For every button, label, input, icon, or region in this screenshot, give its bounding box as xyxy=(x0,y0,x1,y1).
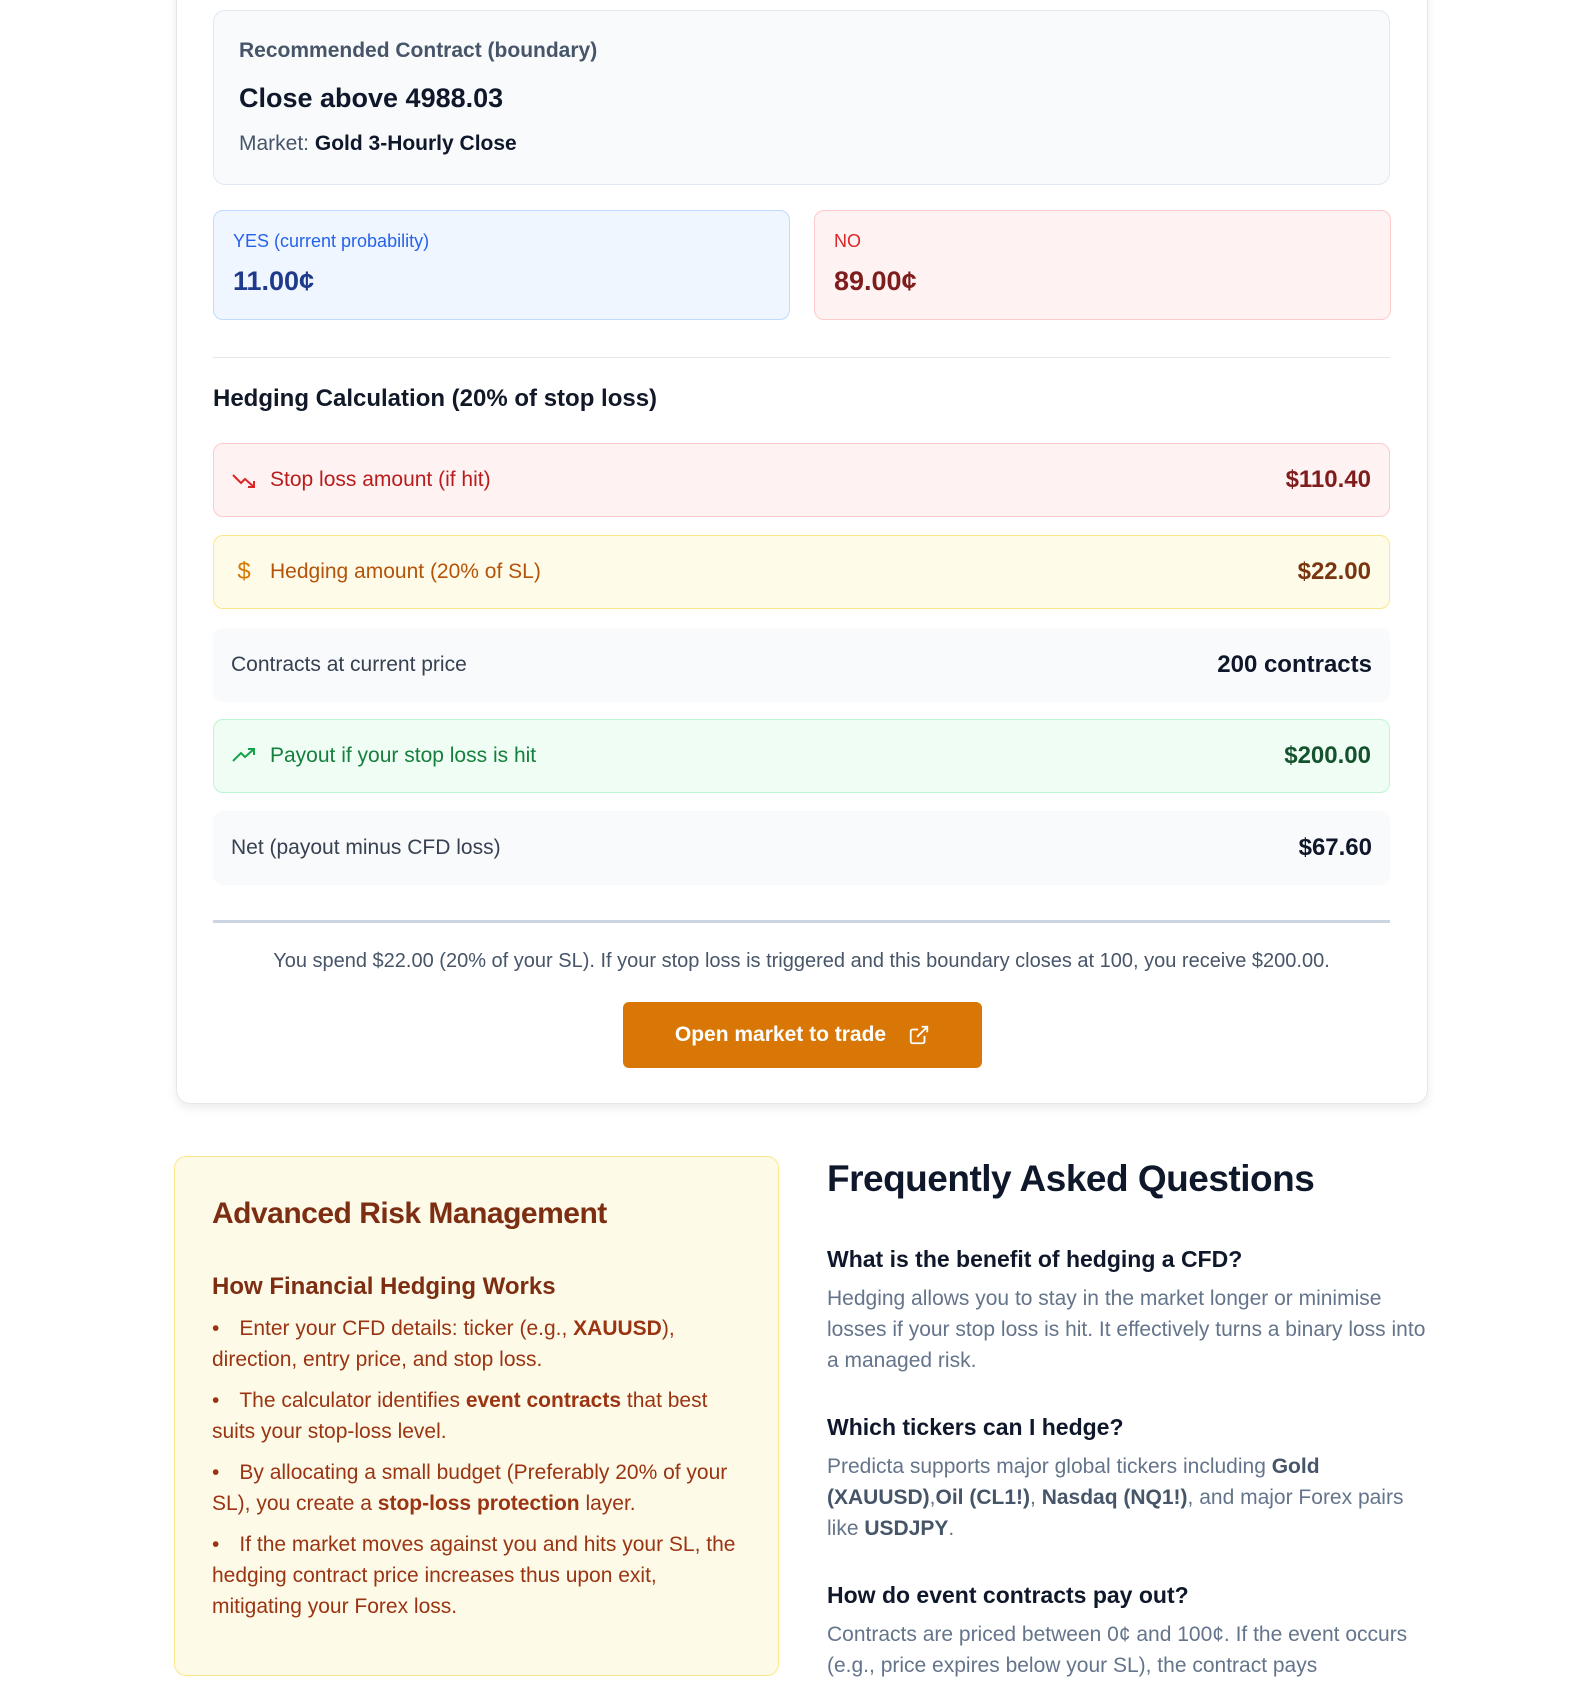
recommended-label: Recommended Contract (boundary) xyxy=(239,39,598,62)
faq-question: How do event contracts pay out? xyxy=(827,1582,1189,1608)
yes-label: YES (current probability) xyxy=(233,231,430,251)
yes-value: 11.00¢ xyxy=(233,266,315,296)
recommended-contract xyxy=(213,10,1390,185)
row-label: Contracts at current price xyxy=(231,653,467,676)
dollar-icon: $ xyxy=(237,558,251,585)
market-name: Gold 3-Hourly Close xyxy=(314,132,517,155)
faq-question: What is the benefit of hedging a CFD? xyxy=(827,1246,1243,1272)
yes-price-box xyxy=(213,210,790,320)
row-value: 200 contracts xyxy=(1217,651,1372,678)
row-value: $200.00 xyxy=(1284,742,1371,769)
faq-answer: Predicta supports major global tickers including Gold (XAUUSD),Oil (CL1!), Nasdaq (NQ1!), and major Forex pairs like USDJPY. xyxy=(827,1455,1404,1540)
list-item: • If the market moves against you and hits your SL, the hedging contract price increases thus upon exit, mitigating your Forex loss. xyxy=(212,1529,741,1622)
net-row xyxy=(213,811,1390,885)
faq-section xyxy=(827,1158,1427,1681)
payout-row xyxy=(213,719,1390,793)
faq-question: Which tickers can I hedge? xyxy=(827,1414,1124,1440)
faq-title: Frequently Asked Questions xyxy=(827,1158,1315,1199)
no-value: 89.00¢ xyxy=(834,266,917,296)
trending-down-icon xyxy=(232,470,256,490)
row-label: Payout if your stop loss is hit xyxy=(270,744,537,767)
external-link-icon xyxy=(908,1024,930,1046)
risk-management-panel xyxy=(174,1156,779,1676)
risk-list xyxy=(212,1313,741,1622)
divider xyxy=(213,920,1390,923)
divider xyxy=(213,357,1390,358)
contract-name: Close above 4988.03 xyxy=(239,83,504,113)
no-label: NO xyxy=(834,231,861,251)
list-item: • By allocating a small budget (Preferably 20% of your SL), you create a stop-loss protection layer. xyxy=(212,1457,741,1519)
row-value: $22.00 xyxy=(1297,558,1371,585)
contracts-row xyxy=(213,628,1390,702)
no-price-box xyxy=(814,210,1391,320)
trending-up-icon xyxy=(232,746,256,766)
row-label: Stop loss amount (if hit) xyxy=(270,468,491,491)
risk-subtitle: How Financial Hedging Works xyxy=(212,1273,556,1300)
list-item: • Enter your CFD details: ticker (e.g., XAUUSD), direction, entry price, and stop loss. xyxy=(212,1313,741,1375)
faq-answer: Contracts are priced between 0¢ and 100¢. If the event occurs (e.g., price expires below your SL), the contract pays xyxy=(827,1623,1408,1677)
row-value: $67.60 xyxy=(1298,834,1372,861)
hedging-title: Hedging Calculation (20% of stop loss) xyxy=(213,385,658,412)
market-line xyxy=(239,132,1364,156)
row-label: Hedging amount (20% of SL) xyxy=(270,560,541,583)
hedging-amount-row xyxy=(213,535,1390,609)
faq-answer: Hedging allows you to stay in the market longer or minimise losses if your stop loss is hit. It effectively turns a binary loss into a managed risk. xyxy=(827,1287,1426,1372)
row-label: Net (payout minus CFD loss) xyxy=(231,836,501,859)
row-value: $110.40 xyxy=(1285,466,1371,493)
open-market-button[interactable] xyxy=(623,1002,982,1068)
list-item: • The calculator identifies event contracts that best suits your stop-loss level. xyxy=(212,1385,741,1447)
hedge-summary-note: You spend $22.00 (20% of your SL). If your stop loss is triggered and this boundary closes at 100, you receive $200.00. xyxy=(273,950,1330,972)
market-label: Market: xyxy=(239,132,310,155)
open-market-label: Open market to trade xyxy=(674,1023,887,1046)
risk-title: Advanced Risk Management xyxy=(212,1197,607,1230)
stop-loss-row xyxy=(213,443,1390,517)
